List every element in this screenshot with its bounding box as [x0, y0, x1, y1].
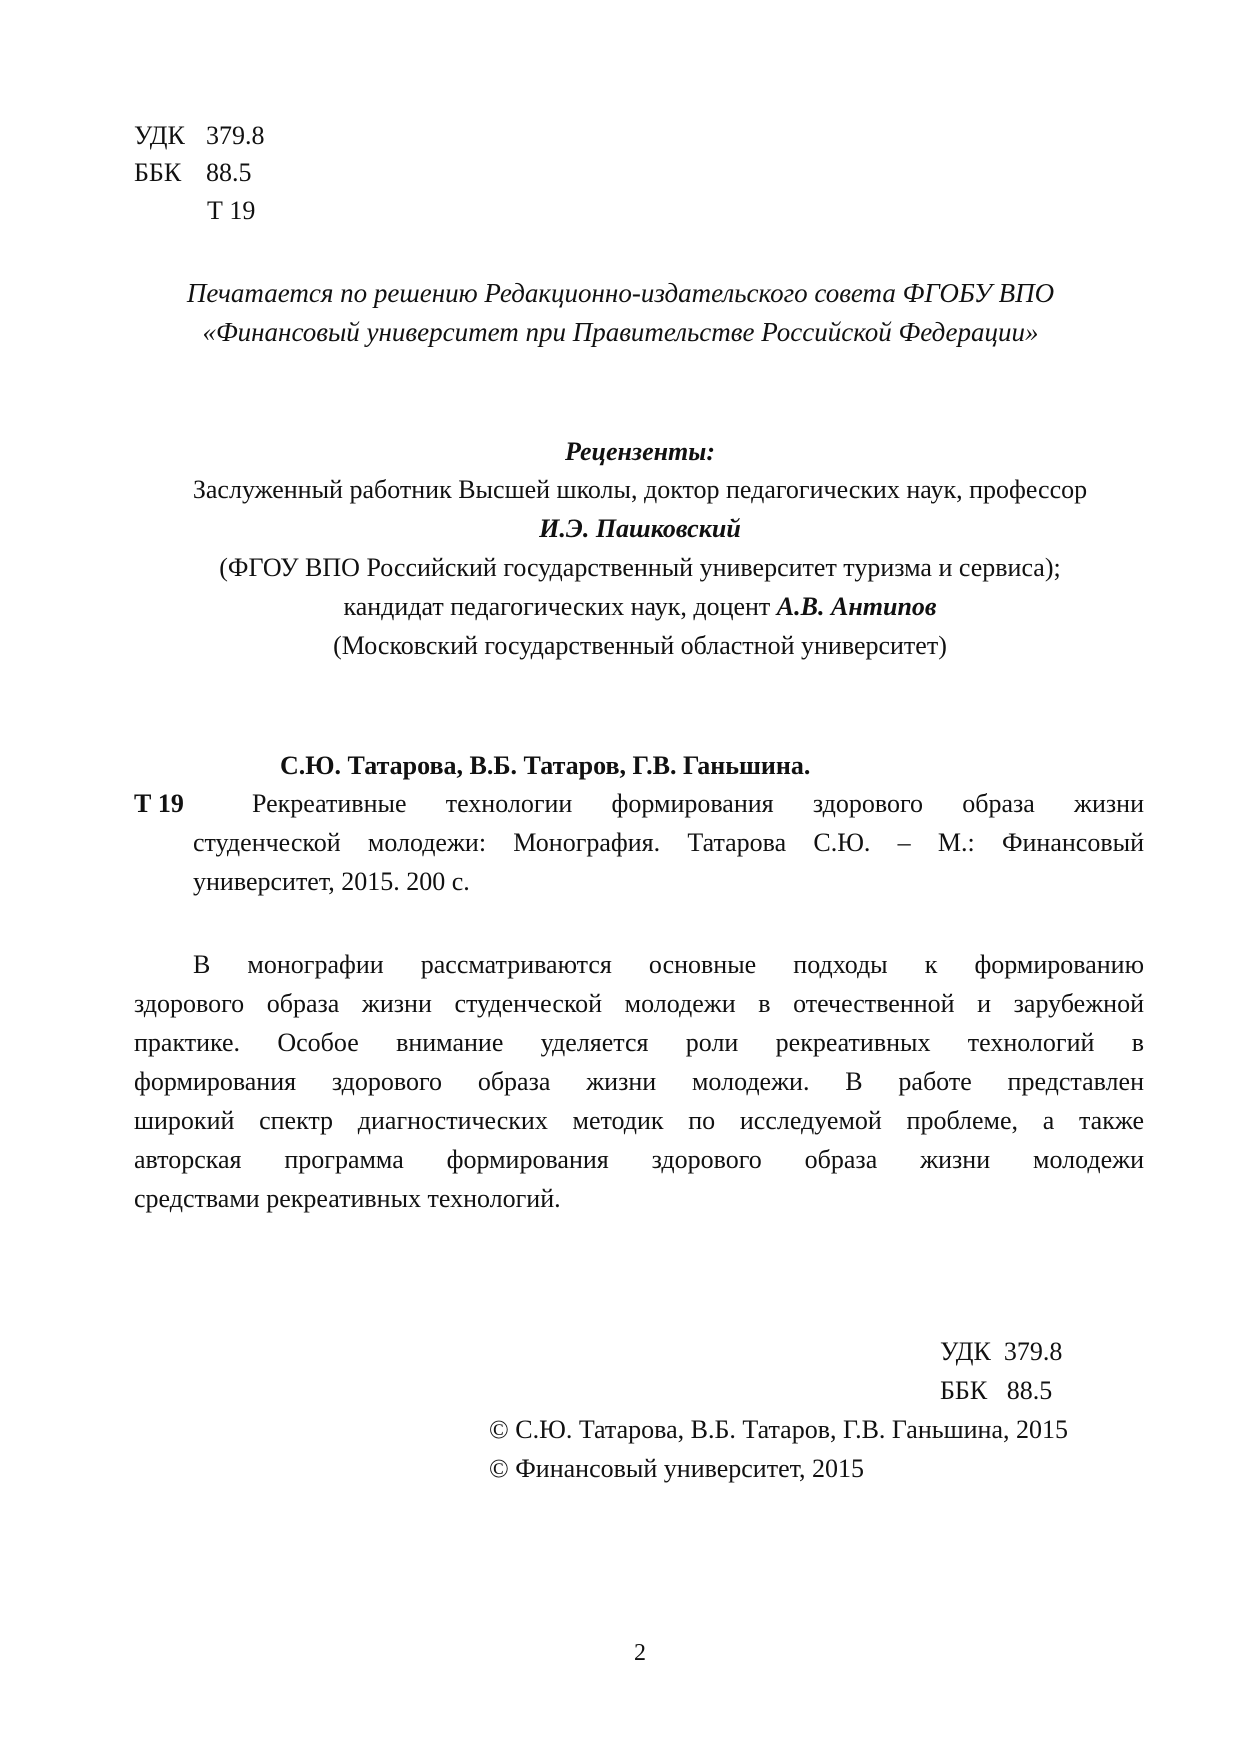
top-bbk — [134, 155, 252, 190]
imprint-line-2: «Финансовый университет при Правительстве Российской Федерации» — [202, 317, 1039, 347]
imprint-line-1: Печатается по решению Редакционно-издательского совета ФГОБУ ВПО — [186, 278, 1055, 308]
bbk-value: 88.5 — [206, 158, 252, 187]
abstract-line: практике. Особое внимание уделяется роли рекреативных технологий в — [134, 1028, 1144, 1057]
bottom-udc: УДК 379.8 — [940, 1337, 1063, 1366]
copyright-university: © Финансовый университет, 2015 — [489, 1454, 865, 1483]
udc-label: УДК — [134, 121, 185, 150]
top-udc — [134, 118, 265, 153]
abstract-line: средствами рекреативных технологий. — [134, 1184, 561, 1213]
reviewer2-name: А.В. Антипов — [776, 592, 937, 621]
reviewer1-affiliation: (ФГОУ ВПО Российский государственный университет туризма и сервиса); — [219, 553, 1061, 582]
entry-cutter-code: Т 19 — [134, 789, 184, 818]
reviewer2-line — [0, 589, 1241, 624]
entry-line-1: Рекреативные технологии формирования здорового образа жизни — [252, 789, 1144, 818]
abstract-line: формирования здорового образа жизни молодежи. В работе представлен — [134, 1067, 1144, 1096]
abstract-line: В монографии рассматриваются основные подходы к формированию — [193, 950, 1144, 979]
page-number: 2 — [634, 1640, 646, 1666]
abstract-line: широкий спектр диагностических методик по исследуемой проблеме, а также — [134, 1106, 1144, 1135]
entry-authors: С.Ю. Татарова, В.Б. Татаров, Г.В. Ганьшина. — [280, 751, 811, 780]
abstract-line: авторская программа формирования здорового образа жизни молодежи — [134, 1145, 1144, 1174]
top-cutter-code: Т 19 — [207, 196, 256, 225]
bottom-bbk: ББК 88.5 — [940, 1376, 1053, 1405]
udc-value: 379.8 — [206, 121, 265, 150]
entry-line-2: студенческой молодежи: Монография. Татарова С.Ю. – М.: Финансовый — [193, 828, 1144, 857]
reviewer2-title: кандидат педагогических наук, доцент — [343, 592, 771, 621]
copyright-authors: © С.Ю. Татарова, В.Б. Татаров, Г.В. Ганьшина, 2015 — [489, 1415, 1069, 1444]
bbk-label: ББК — [134, 158, 182, 187]
entry-line-3: университет, 2015. 200 с. — [193, 867, 470, 896]
reviewer1-name: И.Э. Пашковский — [539, 514, 741, 543]
reviewer2-affiliation: (Московский государственный областной университет) — [333, 631, 947, 660]
reviewers-heading: Рецензенты: — [565, 437, 715, 466]
reviewer1-title: Заслуженный работник Высшей школы, доктор педагогических наук, профессор — [192, 475, 1088, 504]
abstract-line: здорового образа жизни студенческой молодежи в отечественной и зарубежной — [134, 989, 1144, 1018]
